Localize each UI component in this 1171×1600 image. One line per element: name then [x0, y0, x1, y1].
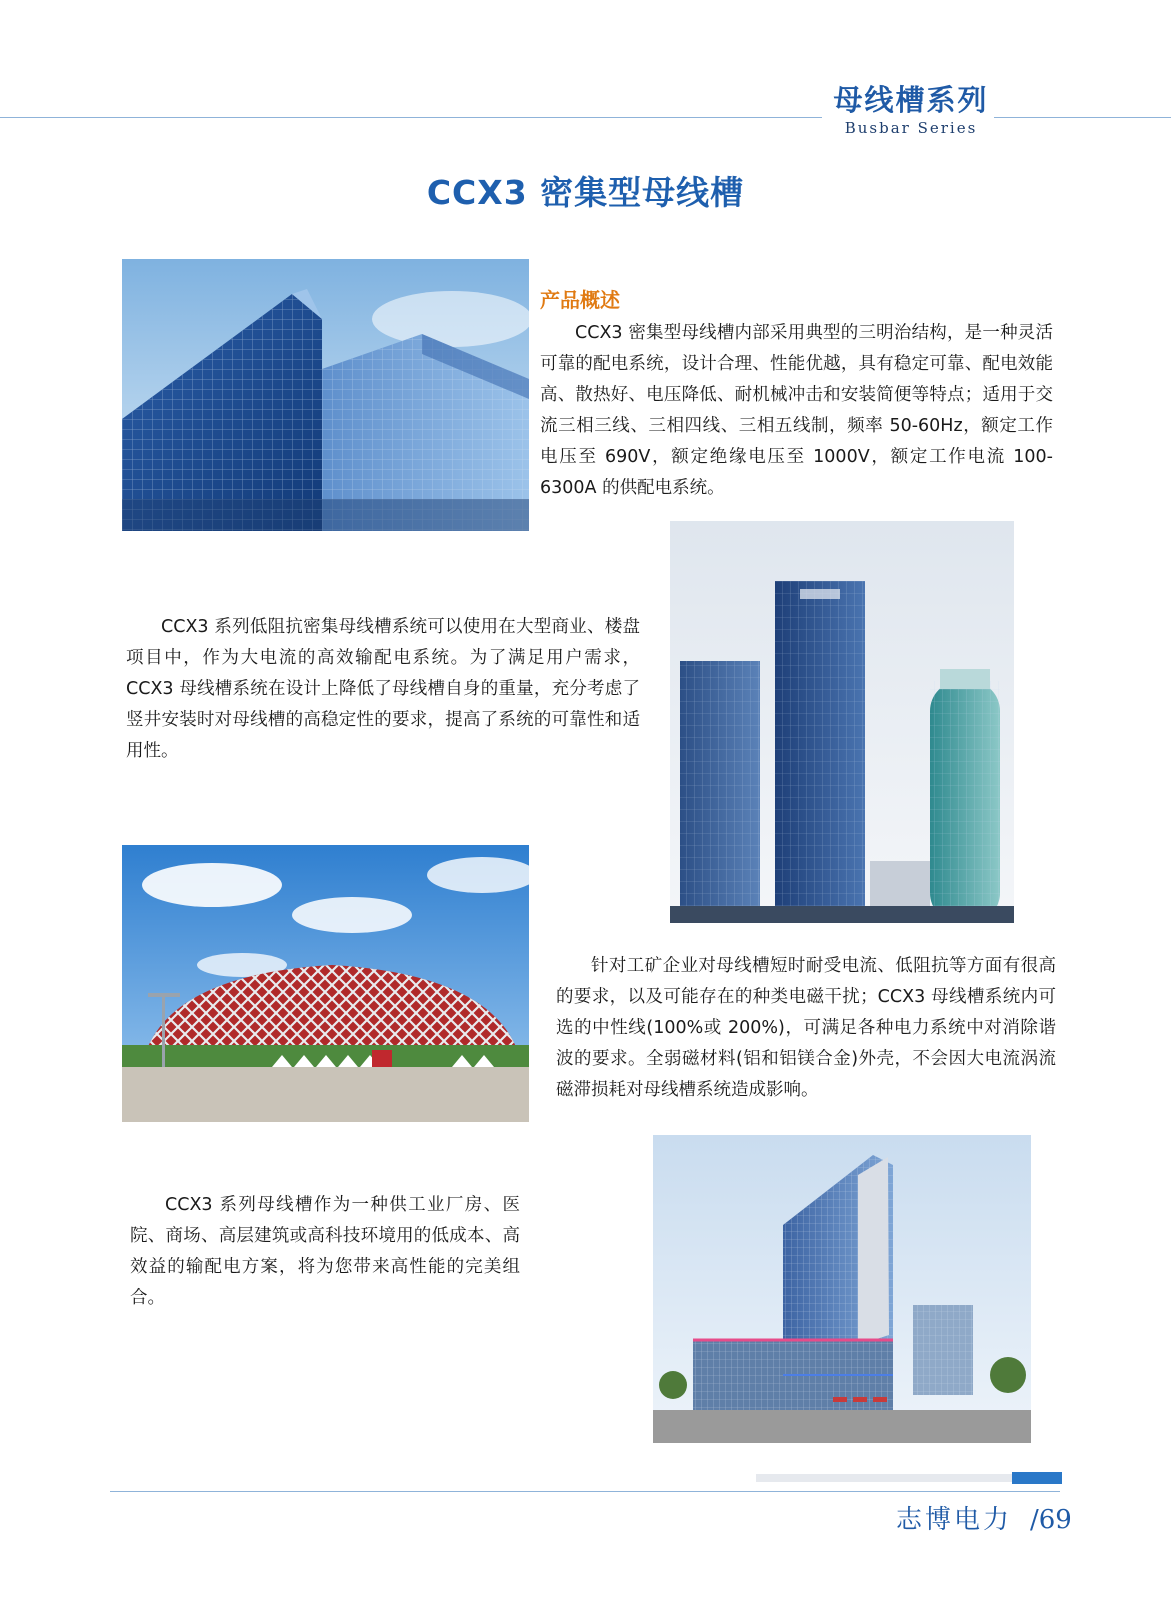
page-title: CCX3 密集型母线槽 — [426, 173, 745, 212]
photo-three-towers — [670, 521, 1014, 923]
photo-stadium — [122, 845, 529, 1122]
paragraph-summary: CCX3 系列母线槽作为一种供工业厂房、医院、商场、高层建筑或高科技环境用的低成本、高效益的输配电方案，将为您带来高性能的完美组合。 — [130, 1195, 520, 1308]
paragraph-industrial: 针对工矿企业对母线槽短时耐受电流、低阻抗等方面有很高的要求，以及可能存在的种类电磁干扰；CCX3 母线槽系统内可选的中性线(100%或 200%)，可满足各种电力系统中对消除谐波的要求。全弱磁材料(铝和铝镁合金)外壳，不会因大电流涡流磁滞损耗对母线槽系统造成影响。 — [556, 956, 1056, 1100]
section-heading: 产品概述 — [540, 288, 620, 312]
series-subtitle: Busbar Series — [844, 119, 978, 137]
footer-rule — [110, 1491, 1060, 1492]
footer-progress-accent — [1012, 1472, 1062, 1484]
paragraph-commercial: CCX3 系列低阻抗密集母线槽系统可以使用在大型商业、楼盘项目中，作为大电流的高效输配电系统。为了满足用户需求，CCX3 母线槽系统在设计上降低了母线槽自身的重量，充分考虑了竖井安装时对母线槽的高稳定性的要求，提高了系统的可靠性和适用性。 — [126, 617, 640, 761]
paragraph-overview: CCX3 密集型母线槽内部采用典型的三明治结构，是一种灵活可靠的配电系统，设计合理、性能优越，具有稳定可靠、配电效能高、散热好、电压降低、耐机械冲击和安装简便等特点；适用于交流三相三线、三相四线、三相五线制，频率 50-60Hz，额定工作电压至 690V，额定绝缘电压至 1000V，额定工作电流 100-6300A 的供配电系统。 — [540, 323, 1053, 498]
photo-glass-skyscrapers — [122, 259, 529, 531]
page-number: /69 — [1030, 1505, 1072, 1535]
series-title: 母线槽系列 — [833, 83, 989, 117]
header-rule-left — [0, 117, 822, 118]
header-rule-right — [994, 117, 1171, 118]
footer-brand: 志博电力 — [896, 1505, 1013, 1535]
footer-progress-track — [756, 1474, 1012, 1482]
photo-modern-complex — [653, 1135, 1031, 1443]
